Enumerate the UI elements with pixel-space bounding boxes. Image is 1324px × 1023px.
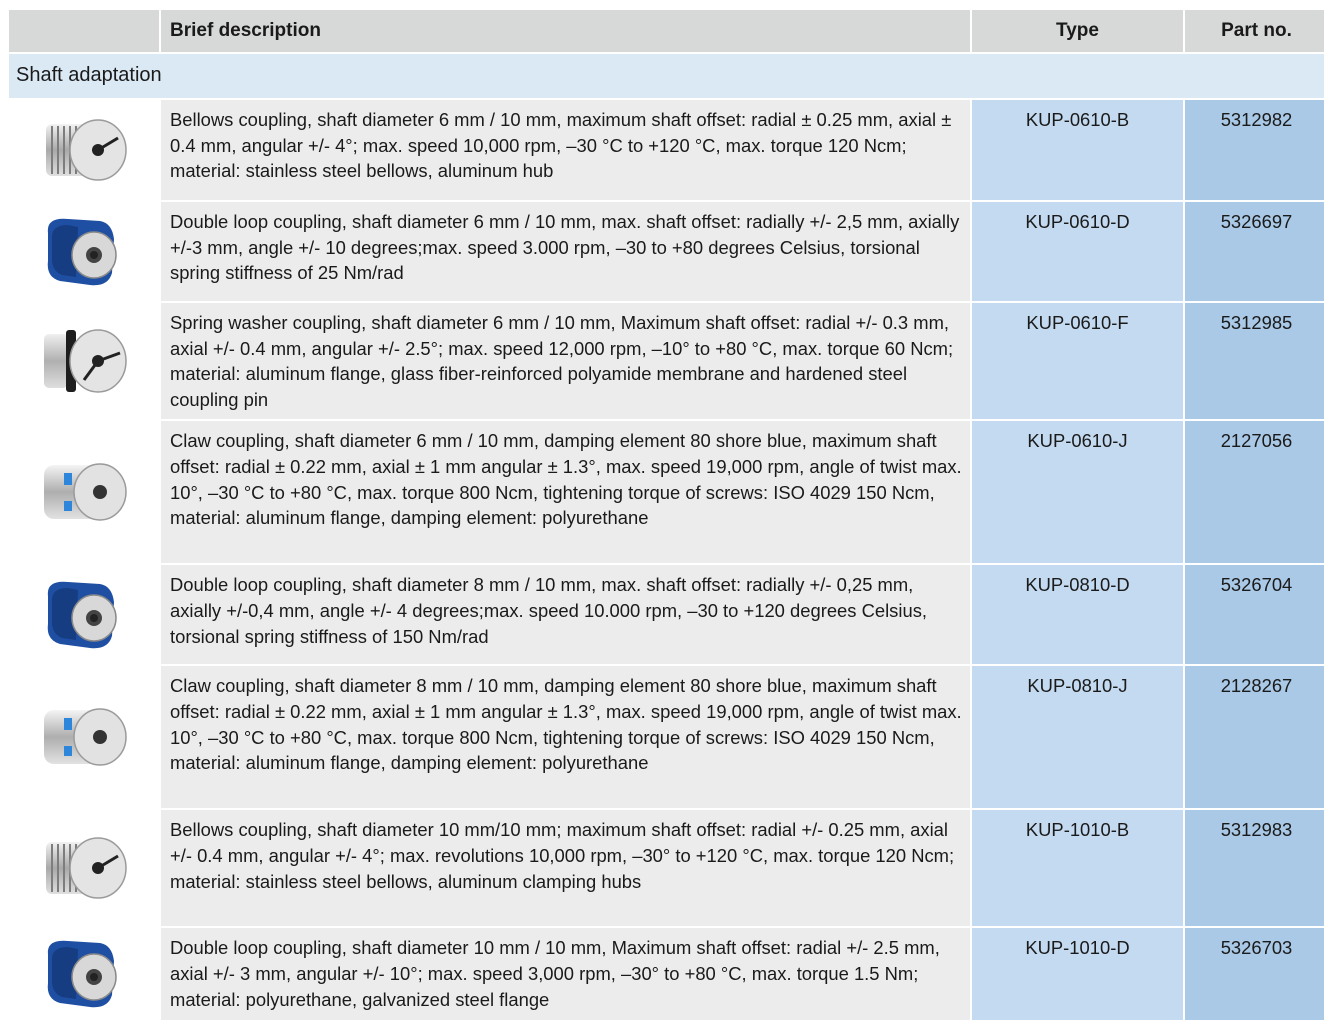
product-image-cell [9,202,159,301]
claw-coupling-icon [38,451,130,533]
row-type: KUP-0810-J [972,666,1183,808]
row-part-no: 2128267 [1185,666,1324,808]
row-part-no: 5312982 [1185,100,1324,200]
bellows-coupling-icon [38,828,130,908]
row-description: Double loop coupling, shaft diameter 6 mm / 10 mm, max. shaft offset: radially +/- 2,5 mm, axially +/-3 mm, angle +/- 10 degrees;max. speed 3.000 rpm, –30 to +80 degrees Celsius, torsional spring stiffness of 25 Nm/rad [161,202,970,301]
row-description: Bellows coupling, shaft diameter 6 mm / 10 mm, maximum shaft offset: radial ± 0.25 mm, axial ± 0.4 mm, angular +/- 4°; max. speed 10,000 rpm, –30 °C to +120 °C, max. torque 120 Ncm; material: stainless steel bellows, aluminum hub [161,100,970,200]
row-type: KUP-1010-D [972,928,1183,1020]
row-part-no: 5312983 [1185,810,1324,926]
row-description: Double loop coupling, shaft diameter 10 mm / 10 mm, Maximum shaft offset: radial +/- 2.5 mm, axial +/- 3 mm, angular +/- 10°; max. speed 3,000 rpm, –30° to +80 °C, max. torque 1.5 Nm; material: polyurethane, galvanized steel flange [161,928,970,1020]
row-type: KUP-1010-B [972,810,1183,926]
row-type: KUP-0610-B [972,100,1183,200]
row-description: Claw coupling, shaft diameter 8 mm / 10 mm, damping element 80 shore blue, maximum shaft offset: radial ± 0.22 mm, axial ± 1 mm angular ± 1.3°, max. speed 19,000 rpm, angle of twist max. 10°, –30 °C to +80 °C, max. torque 800 Ncm, tightening torque of screws: ISO 4029 150 Ncm, material: aluminum flange, damping element: polyurethane [161,666,970,808]
row-part-no: 5326704 [1185,565,1324,664]
product-image-cell [9,303,159,419]
header-image-cell [9,10,159,52]
header-type: Type [972,10,1183,52]
row-description: Double loop coupling, shaft diameter 8 mm / 10 mm, max. shaft offset: radially +/- 0,25 mm, axially +/-0,4 mm, angle +/- 4 degrees;max. speed 10.000 rpm, –30 to +120 degrees Celsius, torsional spring stiffness of 150 Nm/rad [161,565,970,664]
row-type: KUP-0610-D [972,202,1183,301]
row-type: KUP-0610-J [972,421,1183,563]
double-loop-coupling-icon [38,933,130,1015]
row-type: KUP-0810-D [972,565,1183,664]
product-image-cell [9,565,159,664]
row-type: KUP-0610-F [972,303,1183,419]
claw-coupling-icon [38,696,130,778]
header-part-no: Part no. [1185,10,1324,52]
product-image-cell [9,928,159,1020]
product-image-cell [9,810,159,926]
row-description: Claw coupling, shaft diameter 6 mm / 10 mm, damping element 80 shore blue, maximum shaft offset: radial ± 0.22 mm, axial ± 1 mm angular ± 1.3°, max. speed 19,000 rpm, angle of twist max. 10°, –30 °C to +80 °C, max. torque 800 Ncm, tightening torque of screws: ISO 4029 150 Ncm, material: aluminum flange, damping element: polyurethane [161,421,970,563]
section-title: Shaft adaptation [9,54,1324,98]
row-part-no: 5312985 [1185,303,1324,419]
row-description: Spring washer coupling, shaft diameter 6 mm / 10 mm, Maximum shaft offset: radial +/- 0.3 mm, axial +/- 0.4 mm, angular +/- 2.5°; max. speed 12,000 rpm, –10° to +80 °C, max. torque 60 Ncm; material: aluminum flange, glass fiber-reinforced polyamide membrane and hardened steel coupling pin [161,303,970,419]
product-image-cell [9,421,159,563]
product-table [9,10,1322,1020]
product-image-cell [9,666,159,808]
row-description: Bellows coupling, shaft diameter 10 mm/10 mm; maximum shaft offset: radial +/- 0.25 mm, axial +/- 0.4 mm, angular +/- 4°; max. revolutions 10,000 rpm, –30° to +120 °C, max. torque 120 Ncm; material: stainless steel bellows, aluminum clamping hubs [161,810,970,926]
row-part-no: 5326703 [1185,928,1324,1020]
row-part-no: 5326697 [1185,202,1324,301]
bellows-coupling-icon [38,110,130,190]
header-description: Brief description [161,10,970,52]
product-image-cell [9,100,159,200]
row-part-no: 2127056 [1185,421,1324,563]
double-loop-coupling-icon [38,574,130,656]
double-loop-coupling-icon [38,211,130,293]
spring-washer-coupling-icon [38,320,130,402]
